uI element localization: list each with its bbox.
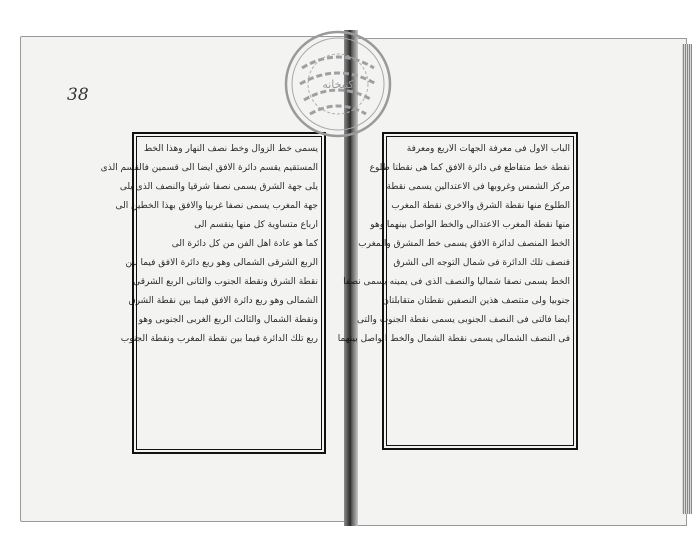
- manuscript-line: نقطة الشرق ونقطة الجنوب والثانى الربع الشرقى: [133, 277, 318, 287]
- library-seal-stamp: [282, 28, 394, 140]
- seal-text: كتبخانه: [322, 78, 354, 91]
- manuscript-line: مركز الشمس وغروبها فى الاعتدالين يسمى نقطة: [386, 182, 570, 192]
- manuscript-line: نقطة خط متقاطع فى دائرة الافق كما هى نقطتا طلوع: [369, 163, 570, 173]
- left-text-block: [100, 132, 326, 454]
- manuscript-line: ايضا فالتى فى النصف الجنوبى يسمى نقطة الجنوب والتى: [357, 315, 570, 325]
- manuscript-line: الشمالى وهو ربع دائرة الافق فيما بين نقطة الشرق: [128, 296, 318, 306]
- manuscript-line: ونقطة الشمال والثالث الربع الغربى الجنوبى وهو: [138, 315, 318, 325]
- manuscript-line: فنصف تلك الدائرة فى شمال التوجه الى الشرق: [393, 258, 570, 268]
- manuscript-line: ارباع متساوية كل منها ينقسم الى: [194, 220, 318, 230]
- manuscript-line: يسمى خط الزوال وخط نصف النهار وهذا الخط: [143, 144, 318, 154]
- manuscript-line: منها نقطة المغرب الاعتدالى والخط الواصل بينهما وهو: [370, 220, 570, 230]
- manuscript-line: المستقيم يقسم دائرة الافق ايضا الى قسمين فالقسم الذى: [100, 163, 318, 173]
- manuscript-line: الخط يسمى نصفا شماليا والنصف الذى فى يمينه يسمى نصفا: [343, 277, 570, 287]
- manuscript-line: جنوبيا ولى منتصف هذين النصفين نقطتان متقابلتان: [382, 296, 570, 306]
- manuscript-line: الخط المنصف لدائرة الافق يسمى خط المشرق والمغرب: [358, 239, 570, 249]
- left-text-lines: [100, 140, 318, 446]
- manuscript-line: الباب الاول فى معرفة الجهات الاربع ومعرفة: [406, 144, 570, 154]
- manuscript-line: جهة المغرب يسمى نصفا غربيا والافق بهذا الخطين الى: [115, 201, 318, 211]
- manuscript-spread: [6, 14, 696, 532]
- manuscript-line: الطلوع منها نقطة الشرق والاخرى نقطة المغرب: [391, 201, 570, 211]
- manuscript-line: الربع الشرقى الشمالى وهو ربع دائرة الافق فيما بين: [125, 258, 318, 268]
- right-text-lines: [337, 140, 570, 442]
- right-text-block: [337, 132, 578, 450]
- folio-number: 38: [67, 85, 89, 105]
- manuscript-line: فى النصف الشمالى يسمى نقطة الشمال والخط الواصل بينهما: [337, 334, 570, 344]
- manuscript-line: كما هو عادة اهل الفن من كل دائرة الى: [171, 239, 318, 249]
- manuscript-line: يلى جهة الشرق يسمى نصفا شرقيا والنصف الذى يلى: [119, 182, 318, 192]
- manuscript-line: ربع تلك الدائرة فيما بين نقطة المغرب ونقطة الجنوب: [120, 334, 318, 344]
- page-edges: [682, 44, 692, 514]
